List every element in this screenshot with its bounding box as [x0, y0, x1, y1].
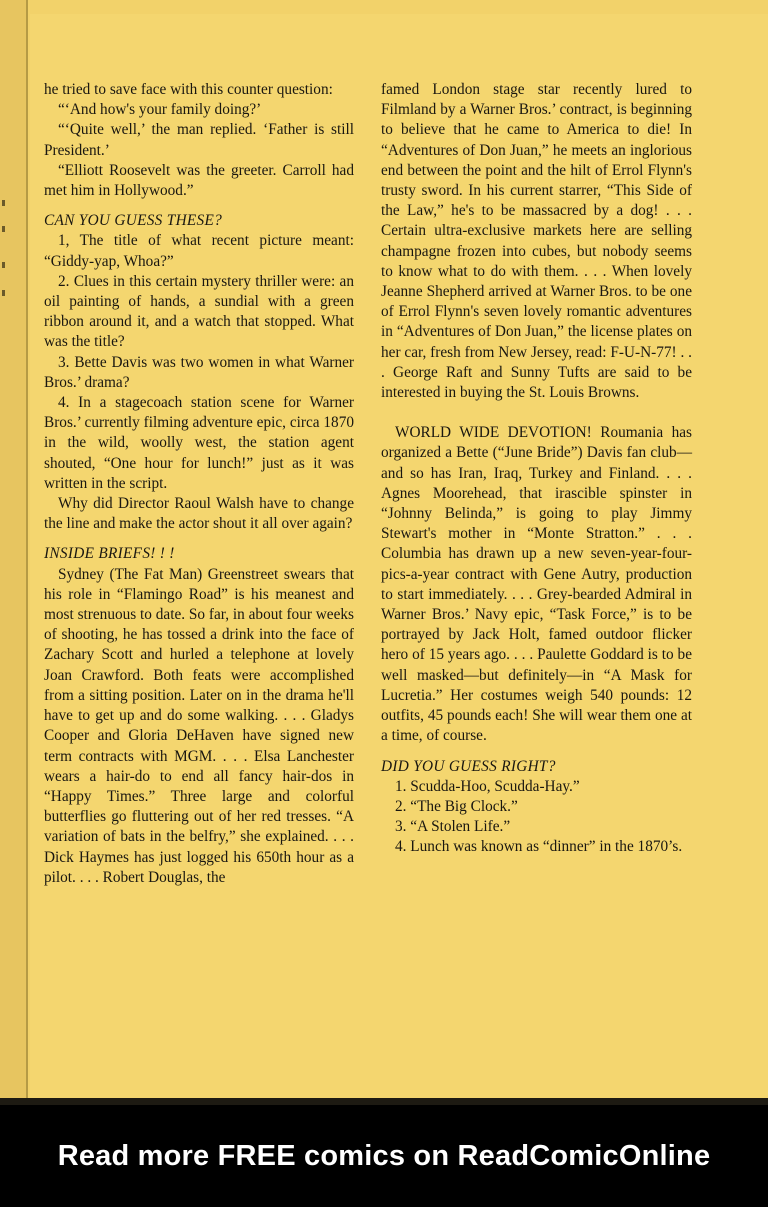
paragraph: “‘Quite well,’ the man replied. ‘Father is still President.’ — [44, 121, 354, 159]
right-text-column — [381, 80, 692, 858]
section-heading: INSIDE BRIEFS! ! ! — [44, 545, 175, 563]
answer-list — [381, 777, 692, 858]
quiz-question: 4. In a stagecoach station scene for Warner Bros.’ currently filming adventure epic, circa 1870 in the wild, woolly west, the station agent shouted, “One hour for lunch!” just as it was written in the script. — [44, 394, 354, 492]
paragraph: Sydney (The Fat Man) Greenstreet swears that his role in “Flamingo Road” is his meanest and most strenuous to date. So far, in about four weeks of shooting, he has tossed a drink into the face of Zachary Scott and hurled a telephone at lovely Joan Crawford. Both feats were accomplished from a sitting position. Later on in the drama he'll have to get up and do some walking. . . . Gladys Cooper and Gloria DeHaven have signed new term contracts with MGM. . . . Elsa Lanchester wears a hair-do to end all fancy hair-dos in “Happy Times.” Three large and colorful butterflies go fluttering out of her red tresses. “A variation of bats in the belfry,” she explained. . . . Dick Haymes has just logged his 650th hour as a pilot. . . . Robert Douglas, the — [44, 565, 354, 886]
section-heading: CAN YOU GUESS THESE? — [44, 212, 223, 230]
answer-item: 2. “The Big Clock.” — [395, 797, 518, 815]
section-heading: DID YOU GUESS RIGHT? — [381, 757, 556, 775]
answer-item: 4. Lunch was known as “dinner” in the 1870’s. — [395, 838, 683, 856]
answer-item: 3. “A Stolen Life.” — [395, 818, 511, 836]
promo-banner[interactable] — [0, 1105, 768, 1207]
answer-item: 1. Scudda-Hoo, Scudda-Hay.” — [395, 777, 580, 795]
paragraph: he tried to save face with this counter question: — [44, 81, 333, 98]
quiz-question: 2. Clues in this certain mystery thriller were: an oil painting of hands, a sundial with a green ribbon around it, and a watch that stopped. What was the title? — [44, 272, 354, 351]
left-text-column — [44, 80, 354, 888]
quiz-question: Why did Director Raoul Walsh have to change the line and make the actor shout it all over again? — [44, 495, 354, 533]
page-edge-strip — [0, 0, 28, 1105]
quiz-question: 1, The title of what recent picture meant: “Giddy-yap, Whoa?” — [44, 232, 354, 270]
promo-banner-text[interactable]: Read more FREE comics on ReadComicOnline — [57, 1139, 711, 1172]
paragraph: “‘And how's your family doing?’ — [58, 101, 262, 119]
paragraph: famed London stage star recently lured to Filmland by a Warner Bros.’ contract, is beginning to believe that he came to America to die! In “Adventures of Don Juan,” he meets an inglorious end between the point and the hilt of Errol Flynn's trusty sword. In his current starrer, “This Side of the Law,” he's to be massacred by a dog! . . . Certain ultra-exclusive markets here are selling champagne frozen into cubes, but nobody seems to know what to do with them. . . . When lovely Jeanne Shepherd arrived at Warner Bros. to be one of Errol Flynn's seven lovely romantic adventures in “Adventures of Don Juan,” the license plates on her car, fresh from New Jersey, read: F-U-N-77! . . . George Raft and Sunny Tufts are said to be interested in buying the St. Louis Browns. — [381, 81, 692, 402]
paragraph: “Elliott Roosevelt was the greeter. Carroll had met him in Hollywood.” — [44, 161, 354, 200]
paragraph: WORLD WIDE DEVOTION! Roumania has organized a Bette (“June Bride”) Davis fan club—and so has Iran, Iraq, Turkey and Finland. . . . Agnes Moorehead, that irascible spinster in “Johnny Belinda,” is going to play Jimmy Stewart's mother in “Monte Stratton.” . . . Columbia has drawn up a new seven-year-four-pics-a-year contract with Gene Autry, production to start immediately. . . . Grey-bearded Admiral in Warner Bros.’ Navy epic, “Task Force,” is to be portrayed by Jack Holt, famed outdoor flicker hero of 15 years ago. . . . Paulette Goddard is to be well masked—but definitely—in “A Mask for Lucretia.” Her costumes weigh 540 pounds: 12 outfits, 45 pounds each! She will wear them one at a time, of course. — [381, 424, 692, 745]
quiz-question: 3. Bette Davis was two women in what Warner Bros.’ drama? — [44, 353, 354, 391]
page-bottom-edge — [0, 1098, 768, 1105]
